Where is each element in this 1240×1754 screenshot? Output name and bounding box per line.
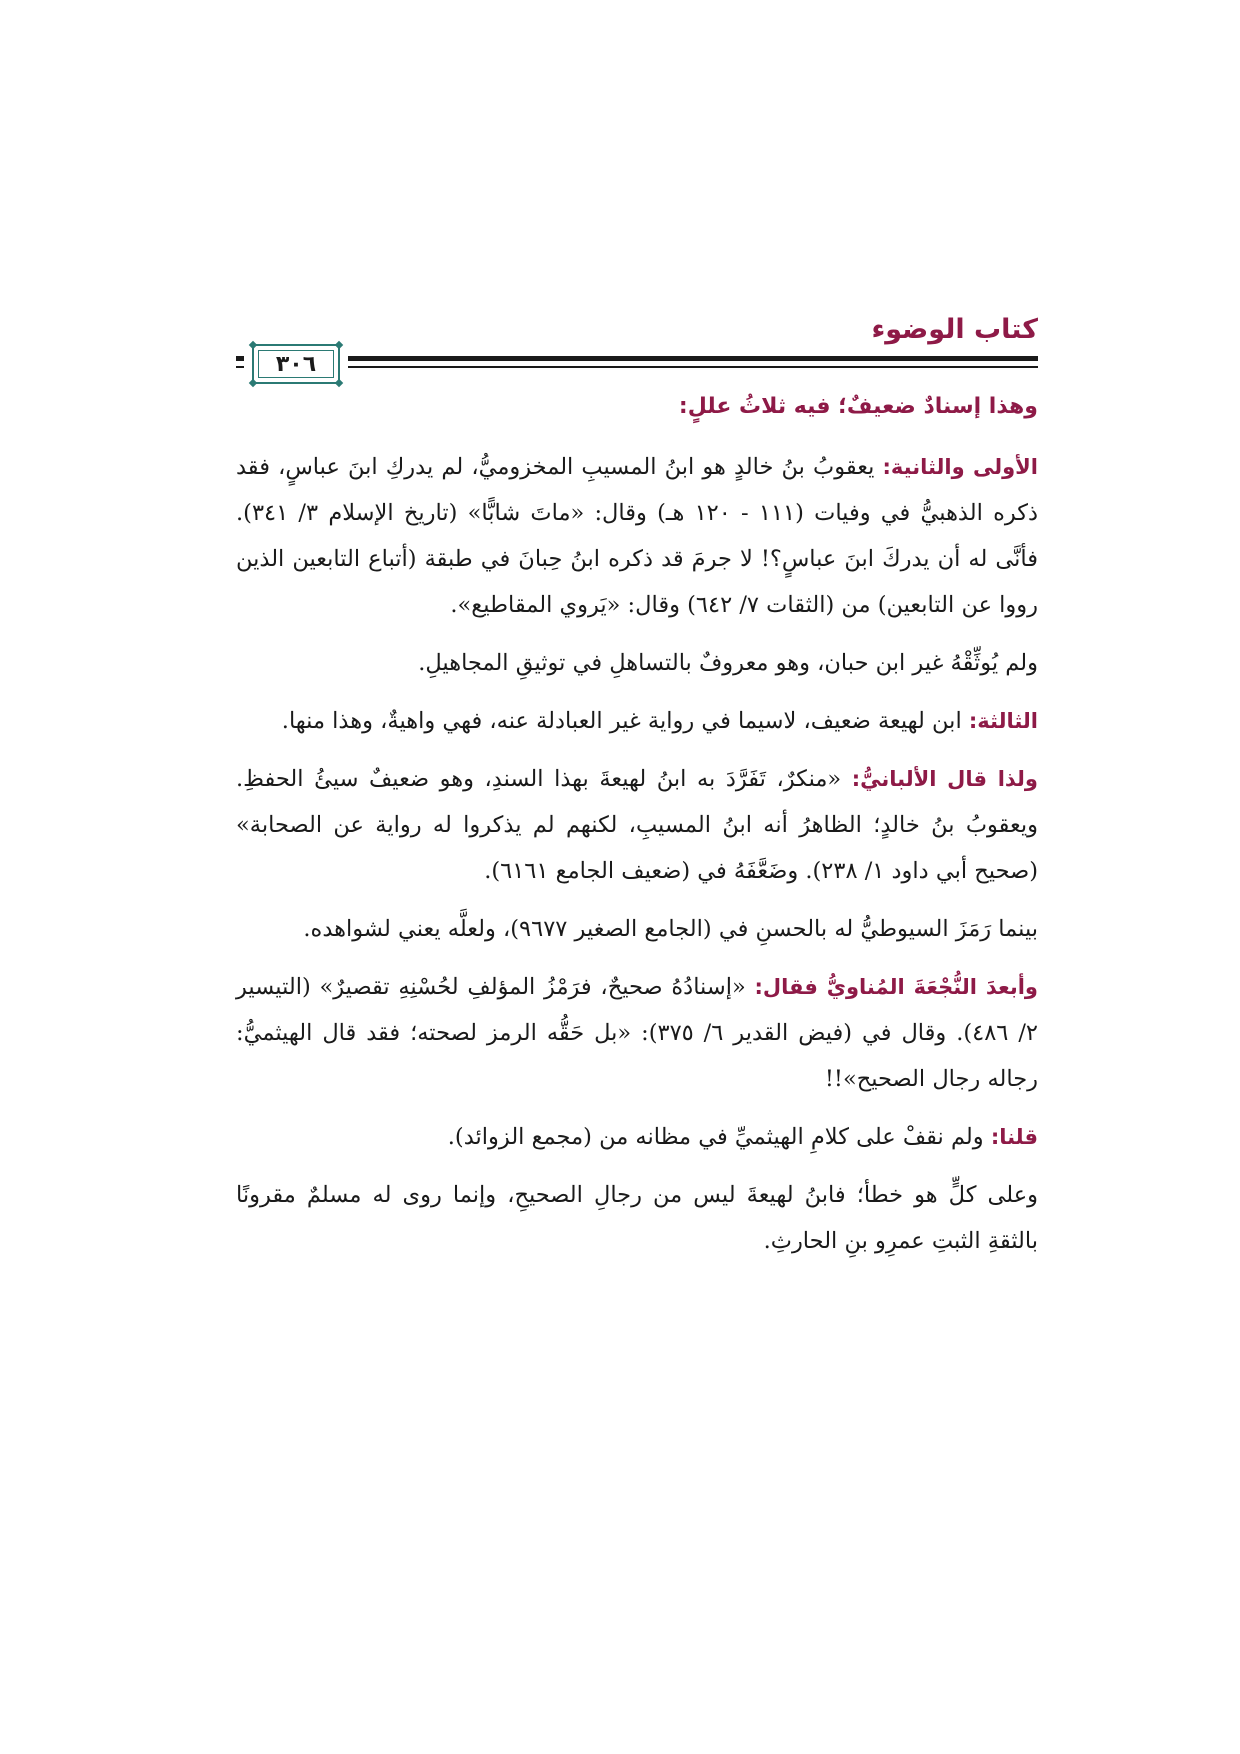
page-header — [236, 300, 1038, 384]
paragraph-text: ولم نقفْ على كلامِ الهيثميِّ في مظانه من (مجمع الزوائد). — [447, 1124, 991, 1150]
paragraph-third — [236, 698, 1038, 744]
paragraph-conclusion — [236, 1172, 1038, 1264]
page-number-frame — [252, 344, 340, 384]
paragraph-first-second — [236, 444, 1038, 628]
ornament-corner — [249, 341, 257, 349]
paragraph-text: وعلى كلٍّ هو خطأ؛ فابنُ لهيعةَ ليس من رجالِ الصحيحِ، وإنما روى له مسلمٌ مقرونًا بالثقةِ الثبتِ عمرِو بنِ الحارثِ. — [236, 1182, 1038, 1254]
paragraph-lead: وأبعدَ النُّجْعَةَ المُناويُّ فقال: — [754, 975, 1038, 999]
paragraph-lead: ولذا قال الألبانيُّ: — [851, 767, 1038, 791]
paragraph-text: «منكرٌ، تَفَرَّدَ به ابنُ لهيعةَ بهذا السندِ، وهو ضعيفٌ سيئُ الحفظِ. ويعقوبُ بنُ خالدٍ؛ الظاهرُ أنه ابنُ المسيبِ، لكنهم لم يذكروا له رواية عن الصحابة» (صحيح أبي داود ١/ ٢٣٨). وضَعَّفَهُ في (ضعيف الجامع ٦١٦١). — [236, 766, 1038, 884]
paragraph-lead: قلنا: — [990, 1125, 1038, 1149]
page-number: ٣٠٦ — [275, 351, 317, 377]
paragraph-text: ابن لهيعة ضعيف، لاسيما في رواية غير العبادلة عنه، فهي واهيةٌ، وهذا منها. — [281, 708, 969, 734]
paragraph-lead: الثالثة: — [968, 709, 1038, 733]
paragraph-suyuti — [236, 906, 1038, 952]
page — [236, 300, 1038, 1276]
section-subheading: وهذا إسنادٌ ضعيفٌ؛ فيه ثلاثُ عللٍ: — [678, 394, 1038, 419]
paragraph-lead: الأولى والثانية: — [882, 455, 1038, 479]
main-content — [236, 384, 1038, 1264]
paragraph-munawi — [236, 964, 1038, 1102]
paragraph-text: بينما رَمَزَ السيوطيُّ له بالحسنِ في (الجامع الصغير ٩٦٧٧)، ولعلَّه يعني لشواهده. — [303, 916, 1038, 942]
paragraph-albani — [236, 756, 1038, 894]
header-rule-thick — [236, 356, 1038, 361]
paragraph-qulna — [236, 1114, 1038, 1160]
header-rule-thin — [236, 366, 1038, 368]
ornament-corner — [335, 341, 343, 349]
paragraph-tawthiq — [236, 640, 1038, 686]
paragraph-text: ولم يُوثِّقْهُ غير ابن حبان، وهو معروفٌ بالتساهلِ في توثيقِ المجاهيلِ. — [418, 650, 1038, 676]
paragraph-text: «إسنادُهُ صحيحٌ، فرَمْزُ المؤلفِ لحُسْنِهِ تقصيرٌ» (التيسير ٢/ ٤٨٦). وقال في (فيض القدير ٦/ ٣٧٥): «بل حَقُّه الرمز لصحته؛ فقد قال الهيثميُّ: رجاله رجال الصحيح»!! — [236, 974, 1039, 1092]
paragraph-text: يعقوبُ بنُ خالدٍ هو ابنُ المسيبِ المخزوميُّ، لم يدركِ ابنَ عباسٍ، فقد ذكره الذهبيُّ في وفيات (١١١ - ١٢٠ هـ) وقال: «ماتَ شابًّا» (تاريخ الإسلام ٣/ ٣٤١). فأنَّى له أن يدركَ ابنَ عباسٍ؟! لا جرمَ قد ذكره ابنُ حِبانَ في طبقة (أتباع التابعين الذين رووا عن التابعين) من (الثقات ٧/ ٦٤٢) وقال: «يَروي المقاطيع». — [236, 454, 1039, 618]
book-title: كتاب الوضوء — [871, 314, 1038, 345]
